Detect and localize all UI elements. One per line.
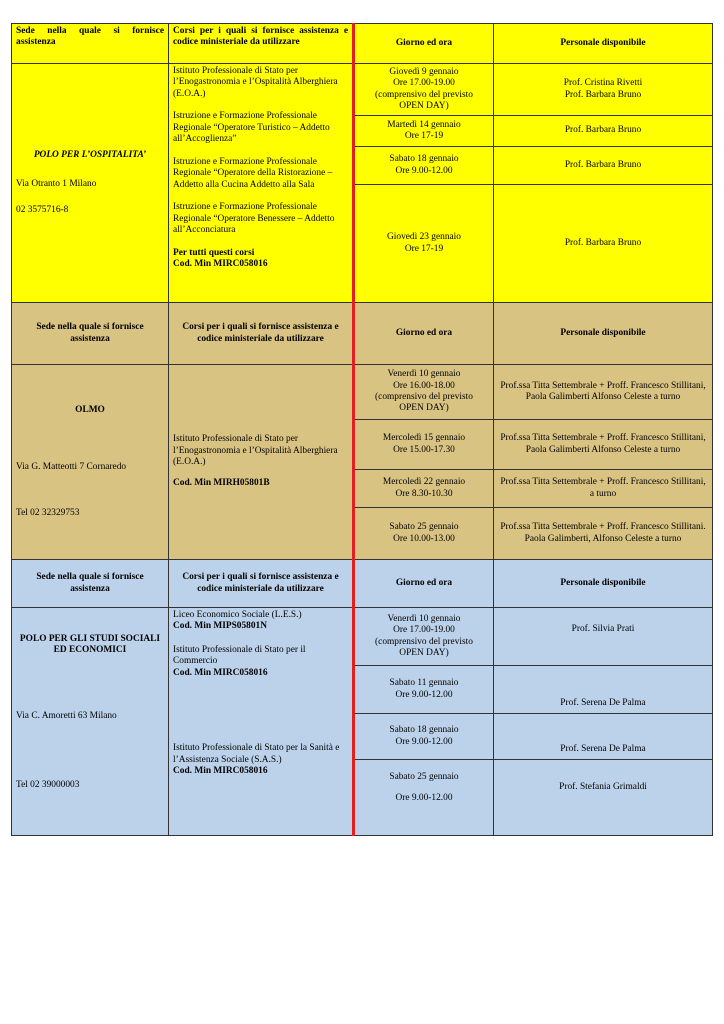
course-name: Istruzione e Formazione Professionale Regionale “Operatore Turistico – Addetto all’Accoglienza” [173,111,330,145]
session-time [354,508,494,560]
session-day: Venerdì 10 gennaio [387,613,461,624]
session-note: (comprensivo del previsto [375,392,473,402]
session-hours: Ore 9.00-12.00 [395,689,453,700]
session-time [354,470,494,508]
session-day: Giovedì 23 gennaio [387,232,461,243]
header-row [12,560,713,608]
session-hours: Ore 17.00-19.00 [393,78,455,89]
session-hours: Ore 17.00-19.00 [393,625,455,636]
session-hours: Ore 9.00-12.00 [395,793,453,804]
header-sede: Sede nella quale si fornisce assistenza [12,560,169,608]
header-personale: Personale disponibile [494,560,713,608]
sede-address: Via Otranto 1 Milano [16,179,97,190]
session-time [354,365,494,420]
session-hours: Ore 9.00-12.00 [395,165,453,176]
courses-cell [169,608,354,836]
session-staff: Prof.ssa Titta Settembrale + Proff. Francesco Stillitani, a turno [494,470,713,508]
session-time [354,420,494,470]
session-day: Mercoledì 15 gennaio [382,433,466,444]
session-note: OPEN DAY) [399,100,449,111]
session-time [354,666,494,714]
session-staff: Prof. Serena De Palma [494,714,713,760]
session-day: Sabato 25 gennaio [389,772,459,782]
session-staff: Prof.ssa Titta Settembrale + Proff. Francesco Stillitani, Paola Galimberti Alfonso Celeste a turno [494,365,713,420]
session-staff: Prof. Barbara Bruno [494,185,713,303]
session-row [12,365,713,420]
session-hours: Ore 17-19 [404,243,444,254]
session-staff: Prof. Barbara Bruno [494,147,713,185]
session-note: OPEN DAY) [399,403,449,414]
sede-name: POLO PER L’OSPITALITA’ [33,149,147,160]
session-staff: Prof. Stefania Grimaldi [494,760,713,836]
header-giorno: Giorno ed ora [354,303,494,365]
session-day: Sabato 18 gennaio [389,154,459,165]
header-corsi: Corsi per i quali si fornisce assistenza e codice ministeriale da utilizzare [169,560,354,608]
header-personale: Personale disponibile [494,303,713,365]
header-sede: Sede nella quale si fornisce assistenza [12,24,169,64]
sede-cell [12,608,169,836]
sede-address: Via G. Matteotti 7 Cornaredo [16,462,127,473]
schedule-table [11,23,713,836]
header-row [12,303,713,365]
session-day: Sabato 11 gennaio [389,678,459,689]
session-hours: Ore 8.30-10.30 [395,488,453,499]
course-code: Cod. Min MIRC058016 [173,667,268,678]
header-giorno: Giorno ed ora [354,24,494,64]
session-hours: Ore 10.00-13.00 [393,533,455,544]
session-staff: Prof. Barbara Bruno [494,116,713,147]
session-hours: Ore 15.00-17.30 [393,444,455,455]
session-time [354,64,494,116]
session-time [354,714,494,760]
session-row [12,64,713,116]
sede-cell [12,365,169,560]
sede-phone: Tel 02 32329753 [16,507,80,518]
session-day: Giovedì 9 gennaio [389,66,459,77]
course-code: Cod. Min MIRC058016 [173,259,268,270]
session-day: Sabato 25 gennaio [389,522,459,533]
courses-cell [169,64,354,303]
session-note: OPEN DAY) [399,647,449,658]
sede-cell [12,64,169,303]
staff-name: Prof. Barbara Bruno [564,89,642,100]
session-time [354,760,494,836]
sede-phone: 02 3575716-8 [16,204,69,215]
course-name: Istituto Professionale di Stato per l’Enogastronomia e l’Ospitalità Alberghiera (E.O.A.) [173,434,338,467]
sede-name: POLO PER GLI STUDI SOCIALI ED ECONOMICI [19,634,161,656]
session-note: (comprensivo del previsto [375,636,473,647]
session-hours: Ore 9.00-12.00 [395,736,453,747]
session-staff [494,64,713,116]
session-time [354,147,494,185]
header-corsi: Corsi per i quali si fornisce assistenza e codice ministeriale da utilizzare [169,24,354,64]
courses-cell [169,365,354,560]
course-name: Istituto Professionale di Stato per il Commercio [173,644,306,667]
session-time [354,116,494,147]
session-day: Martedì 14 gennaio [387,119,461,130]
course-code: Cod. Min MIRH05801B [173,478,270,489]
course-note: Per tutti questi corsi [173,247,255,258]
course-name: Istituto Professionale di Stato per l’Enogastronomia e l’Ospitalità Alberghiera (E.O.A.) [173,66,338,99]
sede-name: OLMO [75,404,105,415]
header-giorno: Giorno ed ora [354,560,494,608]
header-row [12,24,713,64]
header-personale: Personale disponibile [494,24,713,64]
course-name: Istruzione e Formazione Professionale Regionale “Operatore Benessere – Addetto all’Acconciatura [173,202,335,236]
session-day: Mercoledì 22 gennaio [382,477,466,488]
session-row [12,608,713,666]
session-hours: Ore 16.00-18.00 [393,380,455,391]
course-name: Istituto Professionale di Stato per la Sanità e l’Assistenza Sociale (S.A.S.) [173,743,340,765]
sede-address: Via C. Amoretti 63 Milano [16,710,117,721]
session-hours: Ore 17-19 [404,131,444,141]
session-staff: Prof.ssa Titta Settembrale + Proff. Francesco Stillitani, Paola Galimberti Alfonso Celeste a turno [494,420,713,470]
session-note: (comprensivo del previsto [375,89,473,100]
header-sede: Sede nella quale si fornisce assistenza [12,303,169,365]
course-code: Cod. Min MIPS05801N [173,621,268,632]
sede-phone: Tel 02 39000003 [16,780,80,791]
session-day: Sabato 18 gennaio [389,725,459,736]
staff-name: Prof. Cristina Rivetti [563,78,643,89]
session-staff: Prof. Silvia Prati [494,608,713,666]
session-day: Venerdì 10 gennaio [387,369,461,380]
course-name: Istruzione e Formazione Professionale Regionale “Operatore della Ristorazione – Addetto alla Cucina Addetto alla Sala [173,156,333,190]
header-corsi: Corsi per i quali si fornisce assistenza e codice ministeriale da utilizzare [169,303,354,365]
session-staff: Prof.ssa Titta Settembrale + Proff. Francesco Stillitani. Paola Galimberti, Alfonso Celeste a turno [494,508,713,560]
course-name: Liceo Economico Sociale (L.E.S.) [173,610,302,620]
session-staff: Prof. Serena De Palma [494,666,713,714]
session-time [354,608,494,666]
session-time [354,185,494,303]
course-code: Cod. Min MIRC058016 [173,766,268,777]
